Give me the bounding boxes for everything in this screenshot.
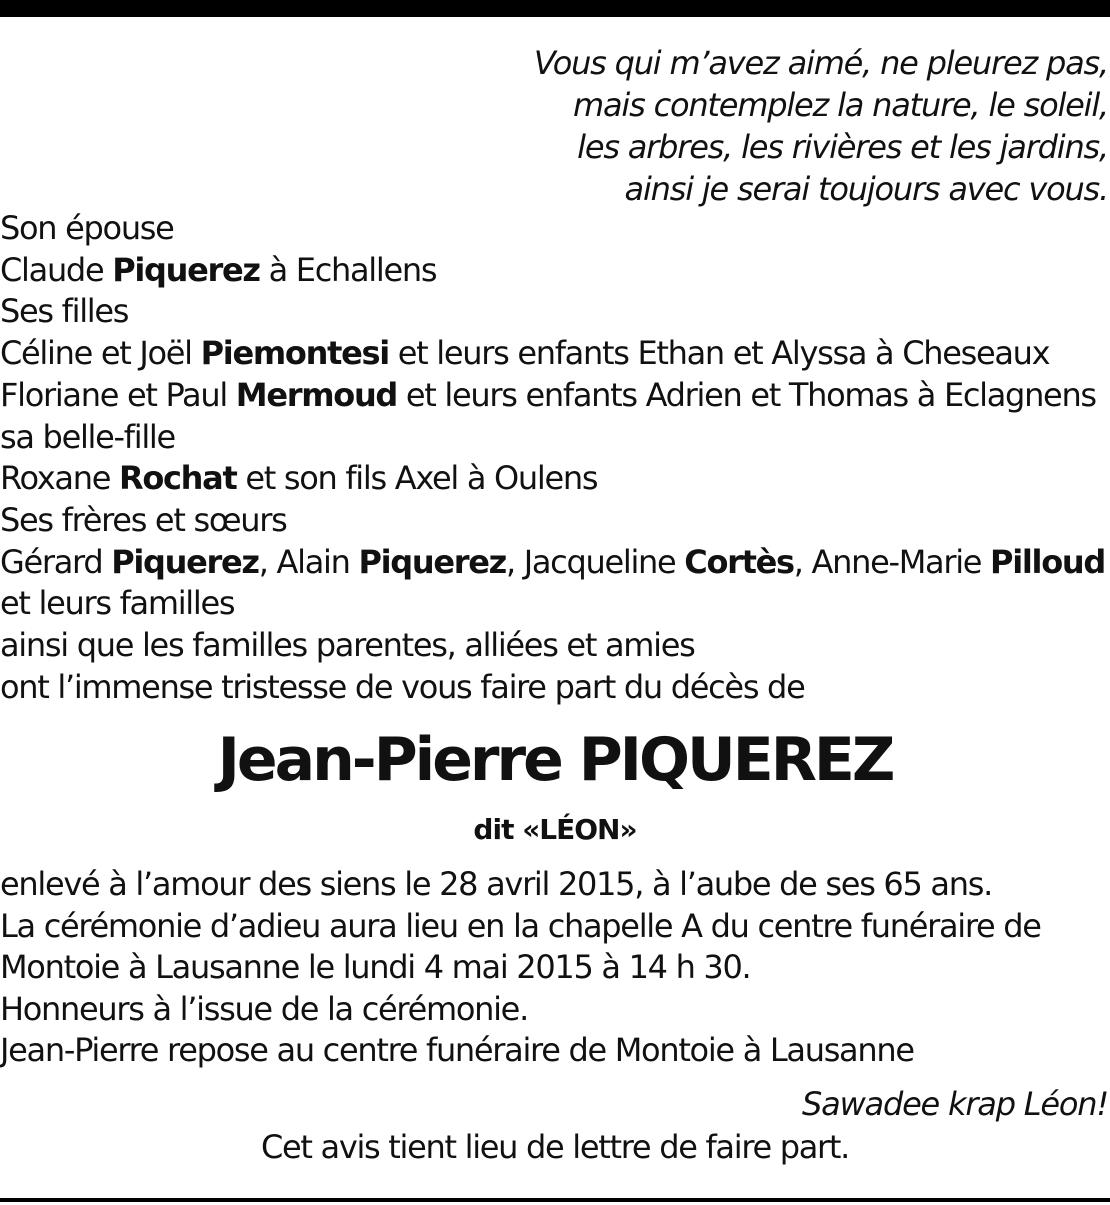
surname: Piquerez — [358, 542, 506, 581]
surname: Piemontesi — [200, 334, 389, 373]
deceased-name: Jean-Pierre PIQUEREZ — [217, 725, 893, 795]
surname: Pilloud — [990, 542, 1105, 581]
details-line: Montoie à Lausanne le lundi 4 mai 2015 à 14 h 30. — [0, 948, 751, 986]
family-line: et leurs familles — [0, 584, 235, 623]
family-line: Roxane Rochat et son fils Axel à Oulens — [0, 459, 598, 498]
family-line: Claude Piquerez à Echallens — [0, 250, 437, 289]
family-list — [0, 208, 1105, 708]
epigraph-poem — [534, 42, 1108, 210]
family-line: ainsi que les familles parentes, alliées et amies — [0, 626, 695, 665]
notice-text: Cet avis tient lieu de lettre de faire part. — [260, 1128, 850, 1166]
closing-farewell: Sawadee krap Léon! — [802, 1085, 1108, 1123]
poem-line: les arbres, les rivières et les jardins, — [577, 128, 1108, 166]
surname: Mermoud — [235, 375, 398, 414]
poem-line: mais contemplez la nature, le soleil, — [573, 86, 1108, 124]
family-line: Floriane et Paul Mermoud et leurs enfants Adrien et Thomas à Eclagnens — [0, 375, 1096, 414]
family-line: sa belle-fille — [0, 417, 175, 456]
family-line: Ses frères et sœurs — [0, 500, 287, 539]
poem-line: ainsi je serai toujours avec vous. — [624, 170, 1108, 208]
details-line: Jean-Pierre repose au centre funéraire de Montoie à Lausanne — [0, 1031, 914, 1069]
deceased-nickname: dit «LÉON» — [473, 813, 637, 846]
family-line: Son épouse — [0, 209, 174, 247]
details-line: Honneurs à l’issue de la cérémonie. — [0, 989, 528, 1028]
surname: Piquerez — [112, 250, 260, 289]
ceremony-details — [0, 864, 1041, 1072]
family-line: Gérard Piquerez, Alain Piquerez, Jacqueline Cortès, Anne-Marie Pilloud — [0, 542, 1105, 581]
family-line: Ses filles — [0, 292, 129, 331]
family-line: Céline et Joël Piemontesi et leurs enfants Ethan et Alyssa à Cheseaux — [0, 334, 1050, 373]
top-border-rule — [0, 0, 1110, 17]
surname: Cortès — [684, 542, 794, 581]
bottom-border-rule — [0, 1198, 1110, 1202]
details-line: La cérémonie d’adieu aura lieu en la chapelle A du centre funéraire de — [0, 906, 1041, 945]
surname: Piquerez — [111, 542, 259, 581]
poem-line: Vous qui m’avez aimé, ne pleurez pas, — [533, 44, 1108, 82]
surname: Rochat — [118, 459, 237, 498]
details-line: enlevé à l’amour des siens le 28 avril 2015, à l’aube de ses 65 ans. — [0, 865, 992, 903]
family-line: ont l’immense tristesse de vous faire part du décès de — [0, 667, 805, 706]
